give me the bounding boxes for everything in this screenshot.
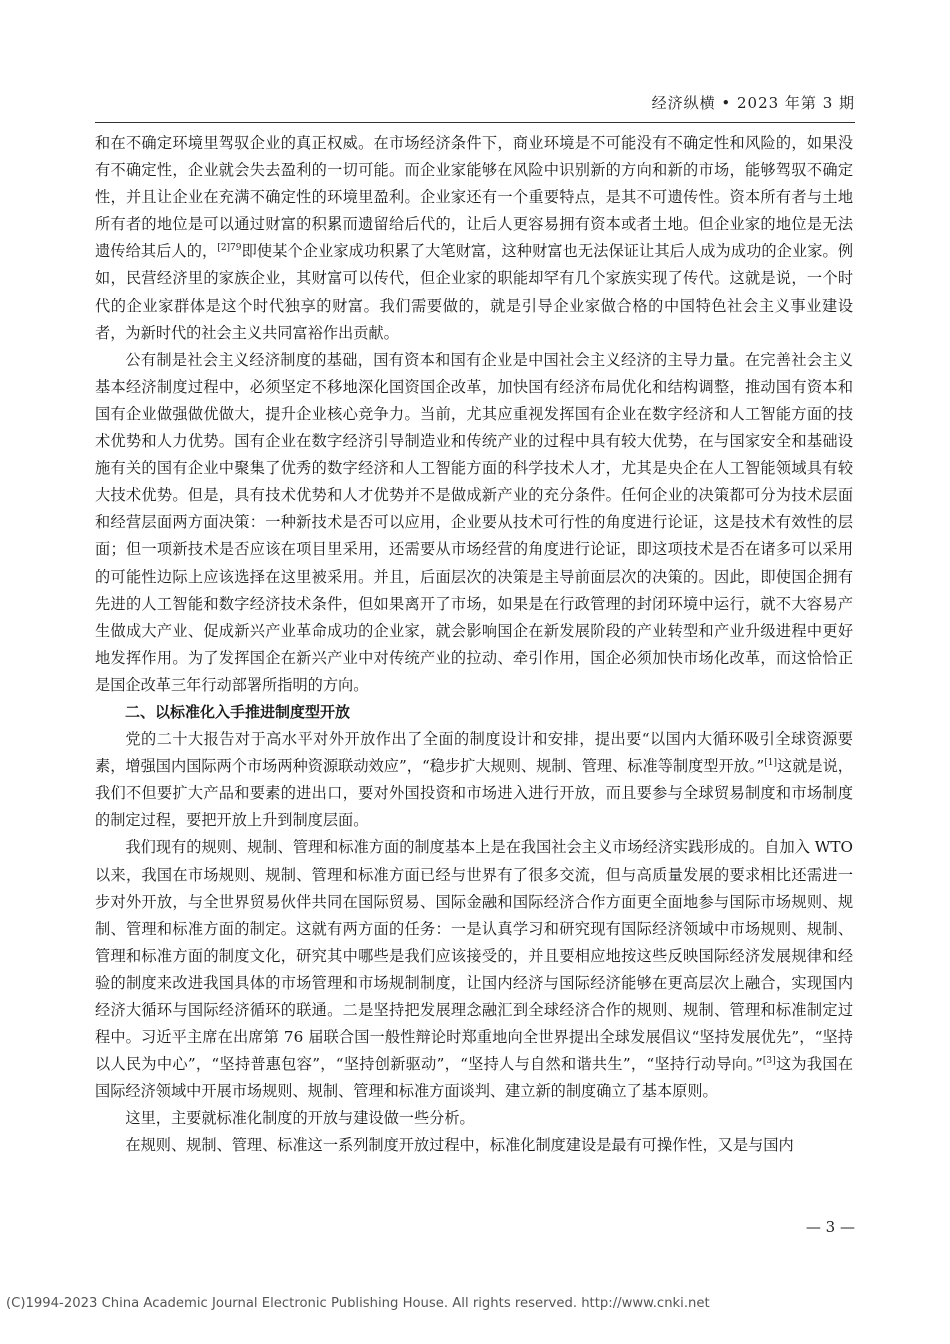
paragraph-6 (95, 1132, 853, 1159)
paragraph-text: 在规则、规制、管理、标准这一系列制度开放过程中，标准化制度建设是最有可操作性，又是与国内 (125, 1136, 794, 1155)
paragraph-2 (95, 347, 853, 699)
copyright-footer: (C)1994-2023 China Academic Journal Electronic Publishing House. All rights reserved. http://www.cnki.net (6, 1296, 710, 1311)
paragraph-4 (95, 834, 853, 1105)
running-header: 经济纵横 • 2023 年第 3 期 (651, 94, 855, 112)
paragraph-1 (95, 130, 853, 347)
header-rule (95, 122, 855, 123)
citation: [2]79 (217, 243, 242, 254)
paragraph-3 (95, 726, 853, 834)
citation: [3] (762, 1056, 776, 1067)
paragraph-5 (95, 1105, 853, 1132)
page-number: — 3 — (805, 1218, 855, 1236)
article-body (95, 130, 853, 1160)
paragraph-text: 这里，主要就标准化制度的开放与建设做一些分析。 (125, 1109, 475, 1128)
paragraph-text: 和在不确定环境里驾驭企业的真正权威。在市场经济条件下，商业环境是不可能没有不确定性和风险的，如果没有不确定性，企业就会失去盈利的一切可能。而企业家能够在风险中识别新的方向和新的市场，能够驾驭不确定性，并且让企业在充满不确定性的环境里盈利。企业家还有一个重要特点，是其不可遗传性。资本所有者与土地所有者的地位是可以通过财富的积累而遗留给后代的，让后人更容易拥有资本或者土地。但企业家的地位是无法遗传给其后人的， (95, 134, 853, 261)
paragraph-text: 即使某个企业家成功积累了大笔财富，这种财富也无法保证让其后人成为成功的企业家。例如，民营经济里的家族企业，其财富可以传代，但企业家的职能却罕有几个家族实现了传代。这就是说，一个时代的企业家群体是这个时代独享的财富。我们需要做的，就是引导企业家做合格的中国特色社会主义事业建设者，为新时代的社会主义共同富裕作出贡献。 (95, 242, 854, 342)
paragraph-text: 这为我国在国际经济领域中开展市场规则、规制、管理和标准方面谈判、建立新的制度确立了基本原则。 (95, 1055, 854, 1101)
paragraph-text: 这就是说，我们不但要扩大产品和要素的进出口，要对外国投资和市场进入进行开放，而且要参与全球贸易制度和市场制度的制定过程，要把开放上升到制度层面。 (95, 757, 853, 830)
paragraph-text: 党的二十大报告对于高水平对外开放作出了全面的制度设计和安排，提出要“以国内大循环吸引全球资源要素，增强国内国际两个市场两种资源联动效应”，“稳步扩大规则、规制、管理、标准等制度型开放。” (95, 730, 853, 776)
section-heading (95, 699, 853, 726)
section-heading-text: 二、以标准化入手推进制度型开放 (125, 702, 351, 721)
paragraph-text: 公有制是社会主义经济制度的基础，国有资本和国有企业是中国社会主义经济的主导力量。在完善社会主义基本经济制度过程中，必须坚定不移地深化国资国企改革，加快国有经济布局优化和结构调整，推动国有资本和国有企业做强做优做大，提升企业核心竞争力。当前，尤其应重视发挥国有企业在数字经济和人工智能方面的技术优势和人力优势。国有企业在数字经济引导制造业和传统产业的过程中具有较大优势，在与国家安全和基础设施有关的国有企业中聚集了优秀的数字经济和人工智能方面的科学技术人才，尤其是央企在人工智能领域具有较大技术优势。但是，具有技术优势和人才优势并不是做成新产业的充分条件。任何企业的决策都可分为技术层面和经营层面两方面决策：一种新技术是否可以应用，企业要从技术可行性的角度进行论证，这是技术有效性的层面；但一项新技术是否应该在项目里采用，还需要从市场经营的角度进行论证，即这项技术是否在诸多可以采用的可能性边际上应该选择在这里被采用。并且，后面层次的决策是主导前面层次的决策的。因此，即使国企拥有先进的人工智能和数字经济技术条件，但如果离开了市场，如果是在行政管理的封闭环境中运行，就不大容易产生做成大产业、促成新兴产业革命成功的企业家，就会影响国企在新发展阶段的产业转型和产业升级进程中更好地发挥作用。为了发挥国企在新兴产业中对传统产业的拉动、牵引作用，国企必须加快市场化改革，而这恰恰正是国企改革三年行动部署所指明的方向。 (95, 350, 853, 694)
citation: [1] (764, 758, 777, 769)
paragraph-text: 我们现有的规则、规制、管理和标准方面的制度基本上是在我国社会主义市场经济实践形成的。自加入 WTO 以来，我国在市场规则、规制、管理和标准方面已经与世界有了很多交流，但与高质量发展的要求相比还需进一步对外开放，与全世界贸易伙伴共同在国际贸易、国际金融和国际经济合作方面更全面地参与国际市场规则、规制、管理和标准方面的制定。这就有两方面的任务：一是认真学习和研究现有国际经济领域中市场规则、规制、管理和标准方面的制度文化，研究其中哪些是我们应该接受的，并且要相应地按这些反映国际经济发展规律和经验的制度来改进我国具体的市场管理和市场规制制度，让国内经济与国际经济能够在更高层次上融合，实现国内经济大循环与国际经济循环的联通。二是坚持把发展理念融汇到全球经济合作的规则、规制、管理和标准制定过程中。习近平主席在出席第 76 届联合国一般性辩论时郑重地向全世界提出全球发展倡议“坚持发展优先”，“坚持以人民为中心”，“坚持普惠包容”，“坚持创新驱动”，“坚持人与自然和谐共生”，“坚持行动导向。” (95, 838, 853, 1074)
